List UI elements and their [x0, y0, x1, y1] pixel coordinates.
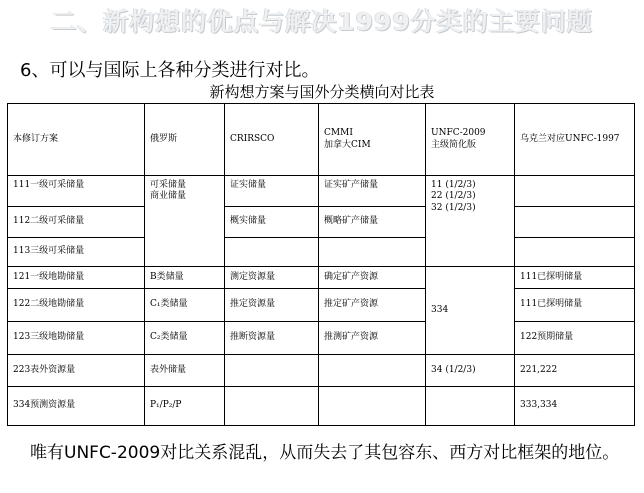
table-row [8, 387, 635, 426]
header-cell-revision-plan: 本修订方案 [8, 104, 145, 176]
table-cell [319, 355, 426, 387]
table-cell [515, 207, 635, 238]
table-cell: 221,222 [515, 355, 635, 387]
table-cell: 证实矿产储量 [319, 176, 426, 207]
slide-title: 二、新构想的优点与解决1999分类的主要问题 [51, 7, 593, 36]
table-cell [225, 355, 319, 387]
table-cell: 概略矿产储量 [319, 207, 426, 238]
header-cell-russia: 俄罗斯 [145, 104, 225, 176]
table-cell-merged: 334 [426, 267, 515, 355]
table-cell: 122二级地勘储量 [8, 289, 145, 322]
table-row [8, 207, 635, 238]
table-cell: 推定矿产资源 [319, 289, 426, 322]
table-cell: 34 (1/2/3) [426, 355, 515, 387]
table-cell: 121一级地勘储量 [8, 267, 145, 289]
table-row [8, 289, 635, 322]
table-cell [426, 387, 515, 426]
header-cell-unfc-2009: UNFC-2009 主级简化版 [426, 104, 515, 176]
table-row [8, 322, 635, 355]
table-cell: P₁/P₂/P [145, 387, 225, 426]
table-cell [225, 387, 319, 426]
table-row [8, 355, 635, 387]
header-cell-crirsco: CRIRSCO [225, 104, 319, 176]
table-cell: 123三级地勘储量 [8, 322, 145, 355]
table-cell: 111一级可采储量 [8, 176, 145, 207]
table-cell: 推定资源量 [225, 289, 319, 322]
table-cell: 333,334 [515, 387, 635, 426]
table-cell [319, 387, 426, 426]
table-cell: 测定资源量 [225, 267, 319, 289]
table-cell: 概实储量 [225, 207, 319, 238]
table-cell: 122预期储量 [515, 322, 635, 355]
table-cell: 223表外资源量 [8, 355, 145, 387]
table-cell-merged: 可采储量 商业储量 [145, 176, 225, 267]
table-cell: 表外储量 [145, 355, 225, 387]
table-cell: C₁类储量 [145, 289, 225, 322]
table-cell: 111已探明储量 [515, 267, 635, 289]
table-cell: C₂类储量 [145, 322, 225, 355]
section-heading: 6、可以与国际上各种分类进行对比。 [20, 60, 320, 81]
table-caption: 新构想方案与国外分类横向对比表 [209, 83, 435, 101]
table-row [8, 176, 635, 207]
table-cell [319, 238, 426, 267]
footer-note: 唯有UNFC-2009对比关系混乱，从而失去了其包容东、西方对比框架的地位。 [30, 443, 620, 463]
header-cell-ukraine: 乌克兰对应UNFC-1997 [515, 104, 635, 176]
table-cell: 确定矿产资源 [319, 267, 426, 289]
header-cell-cmmi-cim: CMMI 加拿大CIM [319, 104, 426, 176]
table-cell: 112二级可采储量 [8, 207, 145, 238]
table-cell: 113三级可采储量 [8, 238, 145, 267]
table-cell: 推断资源量 [225, 322, 319, 355]
table-cell: 推测矿产资源 [319, 322, 426, 355]
table-row [8, 238, 635, 267]
table-cell: 334预测资源量 [8, 387, 145, 426]
table-row [8, 267, 635, 289]
table-cell-merged: 11 (1/2/3) 22 (1/2/3) 32 (1/2/3) [426, 176, 515, 267]
table-cell [515, 176, 635, 207]
table-cell: 111已探明储量 [515, 289, 635, 322]
comparison-table [7, 103, 635, 426]
table-cell: 证实储量 [225, 176, 319, 207]
table-header-row [8, 104, 635, 176]
table-cell: B类储量 [145, 267, 225, 289]
table-cell [515, 238, 635, 267]
table-cell [225, 238, 319, 267]
